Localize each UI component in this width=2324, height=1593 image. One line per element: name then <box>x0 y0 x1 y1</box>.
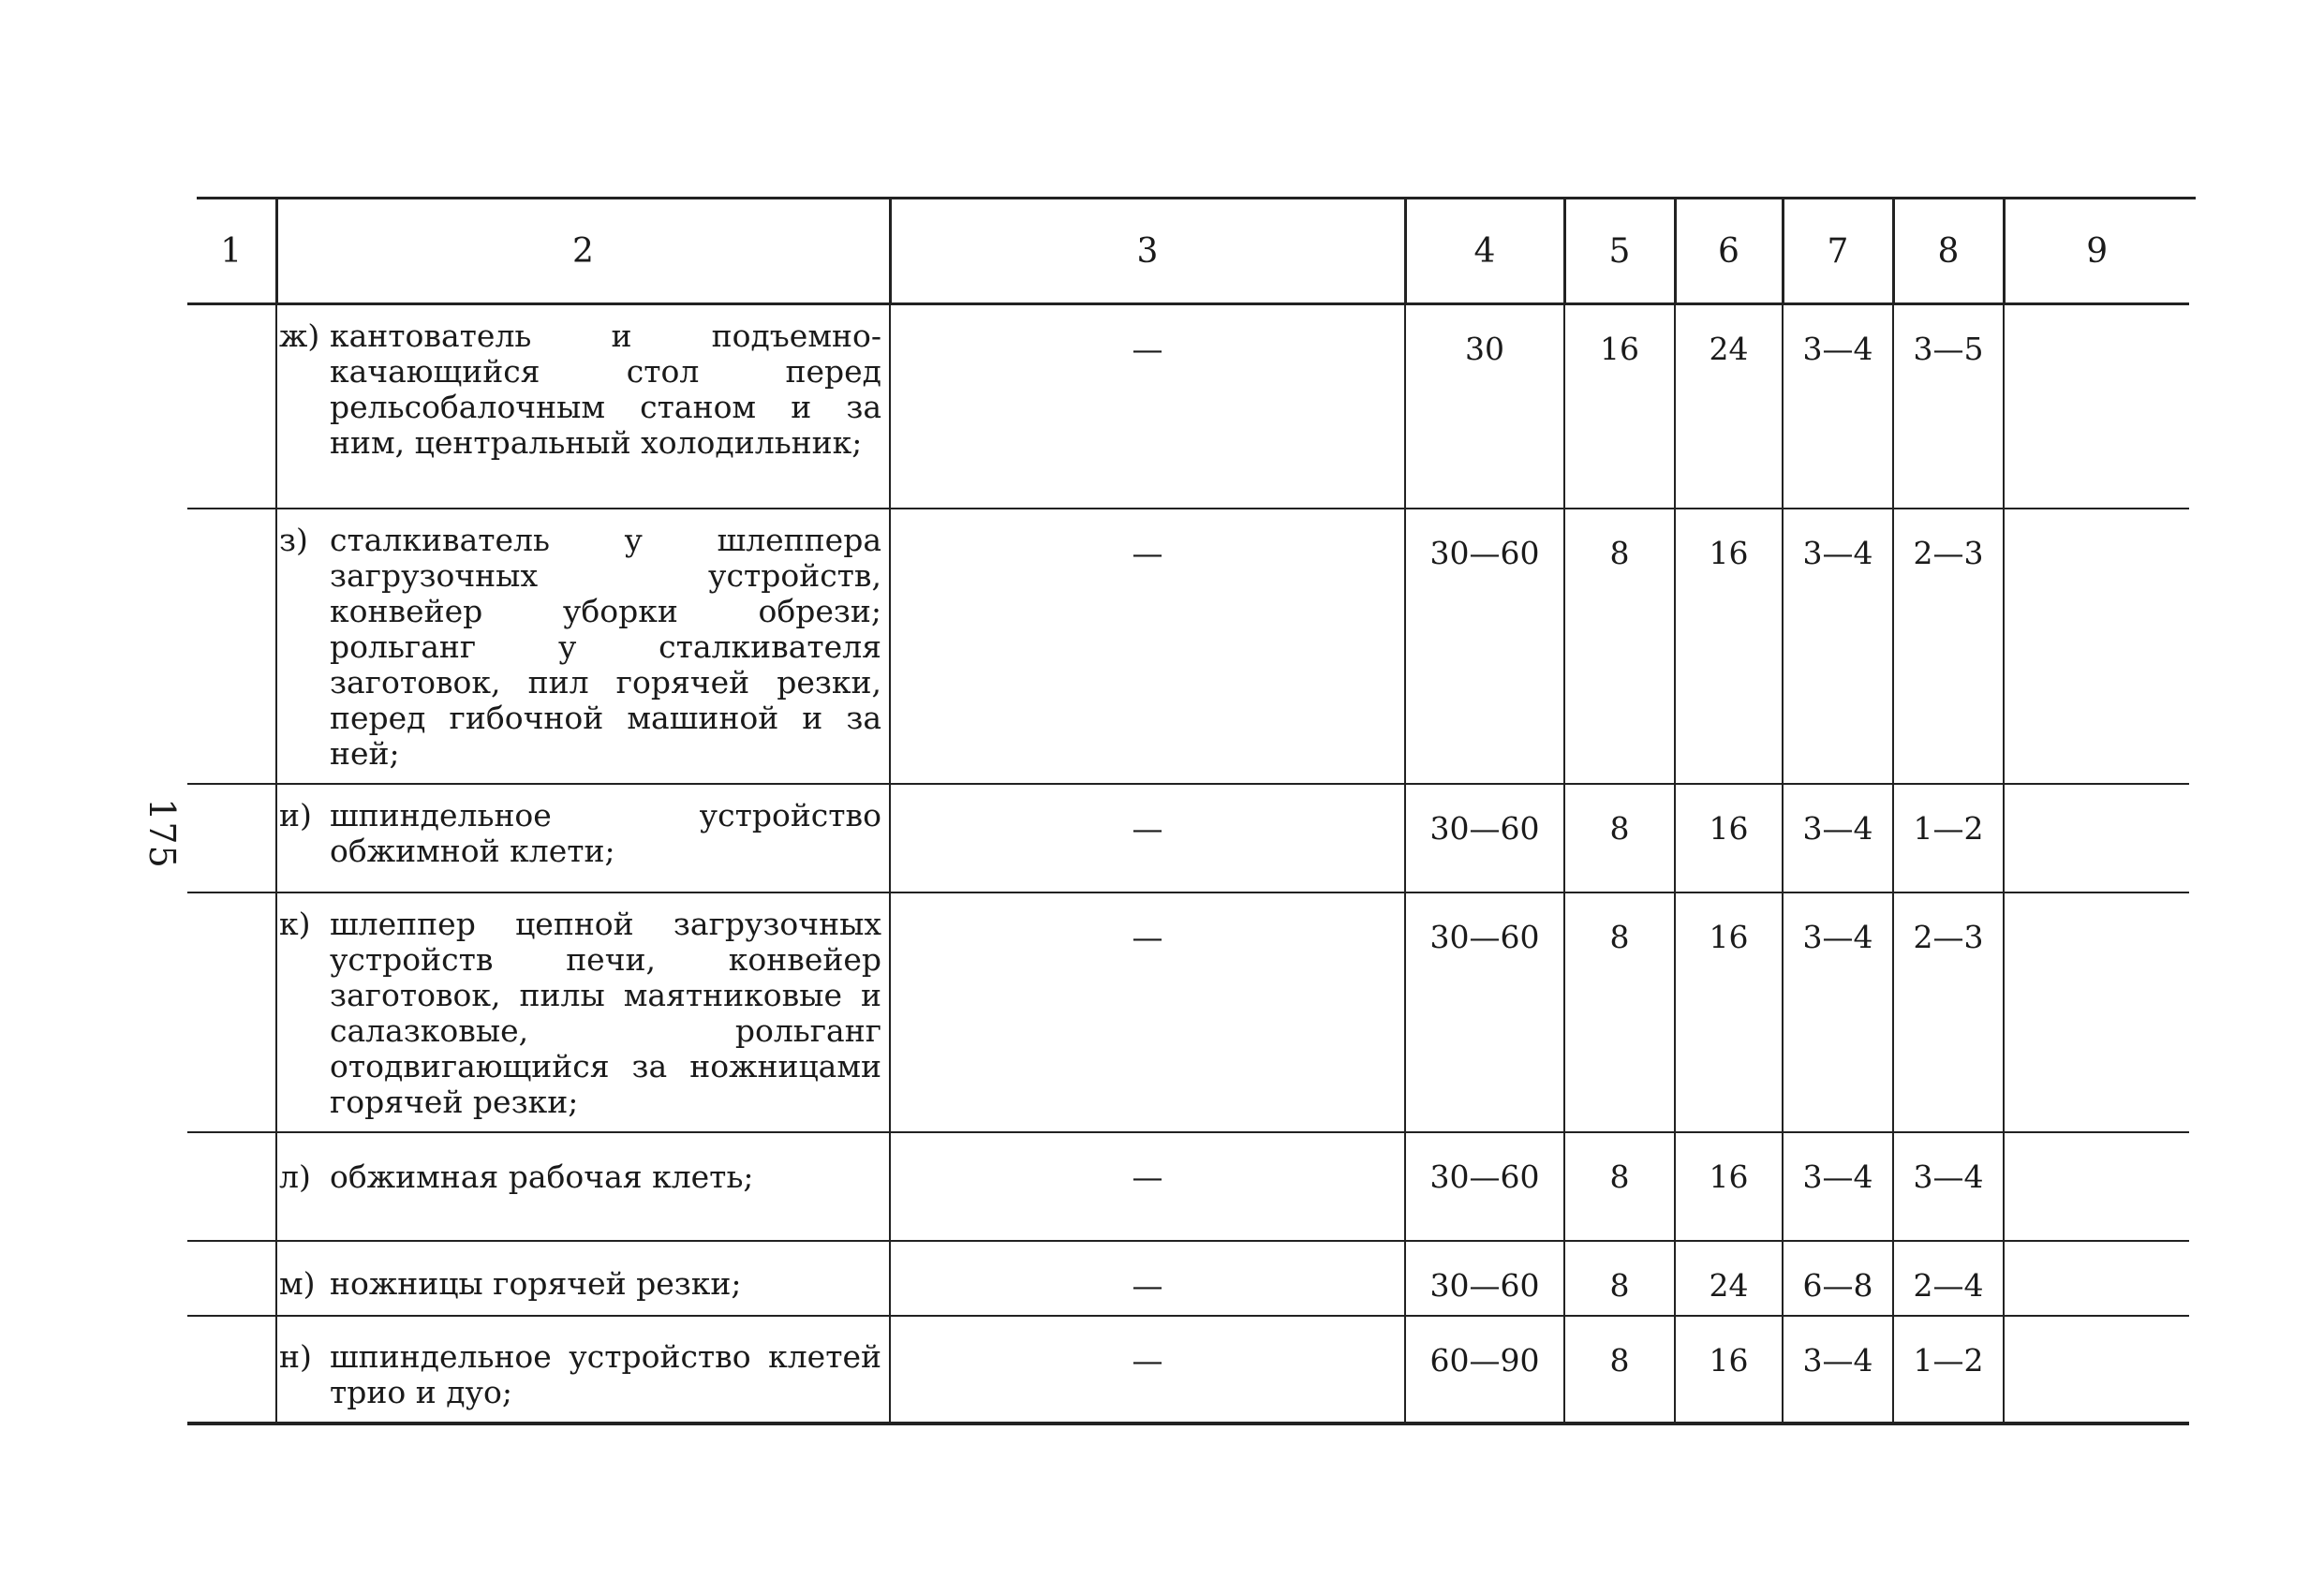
row-col3: — <box>890 1241 1405 1316</box>
row-text: обжимная рабочая клеть; <box>330 1158 754 1195</box>
row-col4: 30—60 <box>1405 892 1564 1132</box>
col-header-4: 4 <box>1405 199 1564 304</box>
row-col6: 16 <box>1675 509 1783 784</box>
row-col4: 30—60 <box>1405 1241 1564 1316</box>
row-col1 <box>187 1316 276 1423</box>
table-row <box>187 1316 2189 1423</box>
row-letter: м) <box>279 1264 316 1302</box>
row-col7: 3—4 <box>1783 1132 1893 1241</box>
row-col3: — <box>890 784 1405 892</box>
row-text: шлеппер цепной загрузочных устройств печи, конвейер заготовок, пилы маятниковые и салазковые, рольганг отодвигающийся за ножницами горячей резки; <box>330 905 881 1120</box>
col-header-3: 3 <box>890 199 1405 304</box>
row-col5: 8 <box>1564 892 1675 1132</box>
row-col9 <box>2004 509 2189 784</box>
row-col9 <box>2004 784 2189 892</box>
row-description <box>276 784 890 892</box>
table-header-row <box>187 199 2189 304</box>
row-col5: 16 <box>1564 304 1675 509</box>
row-col4: 30 <box>1405 304 1564 509</box>
row-letter: л) <box>279 1158 311 1195</box>
row-col4: 30—60 <box>1405 509 1564 784</box>
table-row <box>187 509 2189 784</box>
row-col5: 8 <box>1564 784 1675 892</box>
col-header-1: 1 <box>220 231 243 271</box>
row-col7: 3—4 <box>1783 509 1893 784</box>
row-col8: 3—5 <box>1893 304 2004 509</box>
row-col5: 8 <box>1564 1132 1675 1241</box>
col-header-6: 6 <box>1675 199 1783 304</box>
row-col1 <box>187 784 276 892</box>
row-col8: 2—3 <box>1893 892 2004 1132</box>
row-col7: 3—4 <box>1783 1316 1893 1423</box>
row-text: сталкиватель у шлеппера загрузочных устройств, конвейер уборки обрези; рольганг у сталкивателя заготовок, пил горячей резки, перед гибочной машиной и за ней; <box>330 521 881 772</box>
row-description <box>276 1241 890 1316</box>
row-letter: н) <box>279 1337 312 1375</box>
table-row <box>187 892 2189 1132</box>
row-description <box>276 892 890 1132</box>
row-description <box>276 304 890 509</box>
col-header-9: 9 <box>2004 199 2189 304</box>
col-header-8: 8 <box>1893 199 2004 304</box>
row-text: шпиндельное устройство обжимной клети; <box>330 796 881 869</box>
row-col6: 16 <box>1675 1132 1783 1241</box>
row-col3: — <box>890 1316 1405 1423</box>
row-col1 <box>187 509 276 784</box>
row-col8: 1—2 <box>1893 784 2004 892</box>
row-col6: 16 <box>1675 1316 1783 1423</box>
row-col5: 8 <box>1564 1316 1675 1423</box>
row-col7: 3—4 <box>1783 304 1893 509</box>
row-col4: 60—90 <box>1405 1316 1564 1423</box>
row-text: ножницы горячей резки; <box>330 1264 742 1302</box>
equipment-table <box>187 199 2189 1425</box>
col-header-2: 2 <box>276 199 890 304</box>
row-text: шпиндельное устройство клетей трио и дуо; <box>330 1337 881 1410</box>
page-number: 175 <box>141 798 183 869</box>
row-col6: 24 <box>1675 304 1783 509</box>
row-letter: к) <box>279 905 311 942</box>
row-col8: 1—2 <box>1893 1316 2004 1423</box>
row-col6: 16 <box>1675 784 1783 892</box>
row-col9 <box>2004 1241 2189 1316</box>
row-col3: — <box>890 304 1405 509</box>
row-col7: 6—8 <box>1783 1241 1893 1316</box>
row-text: кантователь и подъемно-качающийся стол перед рельсобалочным станом и за ним, центральный холодильник; <box>330 317 881 461</box>
row-col5: 8 <box>1564 509 1675 784</box>
table-row <box>187 304 2189 509</box>
col-header-5: 5 <box>1564 199 1675 304</box>
row-description <box>276 509 890 784</box>
row-col9 <box>2004 1316 2189 1423</box>
row-col7: 3—4 <box>1783 892 1893 1132</box>
table-row <box>187 784 2189 892</box>
row-col8: 2—4 <box>1893 1241 2004 1316</box>
row-col1 <box>187 1241 276 1316</box>
table-row <box>187 1132 2189 1241</box>
row-col5: 8 <box>1564 1241 1675 1316</box>
row-description <box>276 1316 890 1423</box>
row-col6: 16 <box>1675 892 1783 1132</box>
row-description <box>276 1132 890 1241</box>
row-col1 <box>187 304 276 509</box>
row-col1 <box>187 892 276 1132</box>
table-row <box>187 1241 2189 1316</box>
row-letter: ж) <box>279 317 320 354</box>
row-col7: 3—4 <box>1783 784 1893 892</box>
row-col3: — <box>890 509 1405 784</box>
row-letter: з) <box>279 521 308 558</box>
row-col8: 2—3 <box>1893 509 2004 784</box>
row-col3: — <box>890 892 1405 1132</box>
row-col8: 3—4 <box>1893 1132 2004 1241</box>
row-col9 <box>2004 892 2189 1132</box>
row-col9 <box>2004 304 2189 509</box>
row-col4: 30—60 <box>1405 1132 1564 1241</box>
col-header-7: 7 <box>1783 199 1893 304</box>
row-col1 <box>187 1132 276 1241</box>
row-col6: 24 <box>1675 1241 1783 1316</box>
row-letter: и) <box>279 796 312 833</box>
row-col3: — <box>890 1132 1405 1241</box>
row-col4: 30—60 <box>1405 784 1564 892</box>
row-col9 <box>2004 1132 2189 1241</box>
